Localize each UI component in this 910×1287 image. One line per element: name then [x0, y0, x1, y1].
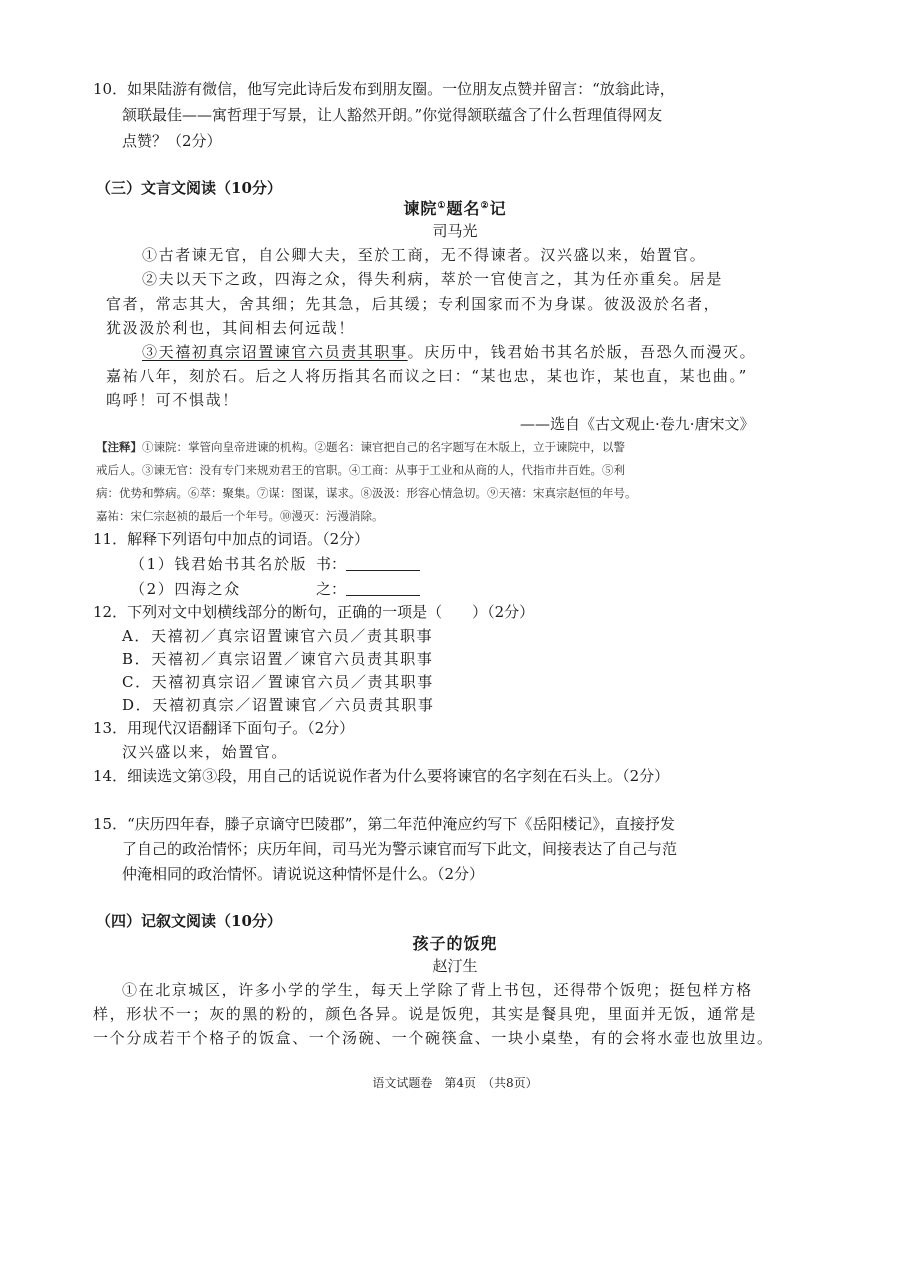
page-footer: 语文试题卷 第4页 （共8页） — [372, 1076, 538, 1090]
q14-stem: 14．细读选文第③段，用自己的话说说作者为什么要将谏官的名字刻在石头上。（2分） — [93, 767, 670, 785]
q12-option-d[interactable]: D．天禧初真宗／诏置谏官／六员责其职事 — [122, 696, 435, 714]
classical-source: ——选自《古文观止·卷九·唐宋文》 — [520, 415, 755, 433]
q11-word-2: 之： — [316, 580, 347, 598]
classical-para-2-line-1: ②夫以天下之政，四海之众，得失利病，萃於一官使言之，其为任亦重矣。居是 — [142, 270, 724, 288]
q13-stem: 13．用现代汉语翻译下面句子。（2分） — [93, 719, 355, 737]
q10-line-2: 颔联最佳——寓哲理于写景，让人豁然开朗。”你觉得颔联蕴含了什么哲理值得网友 — [122, 106, 663, 124]
title-note-1: ① — [437, 201, 447, 211]
classical-para-3-line-2: 嘉祐八年，刻於石。后之人将历指其名而议之曰：“某也忠，某也诈，某也直，某也曲。” — [106, 367, 748, 385]
annotation-line-4: 嘉祐：宋仁宗赵祯的最后一个年号。⑩漫灭：污漫消除。 — [96, 509, 384, 523]
q15-line-3: 仲淹相同的政治情怀。请说说这种情怀是什么。（2分） — [122, 865, 485, 883]
narrative-para-1-line-1: ①在北京城区，许多小学的学生，每天上学除了背上书包，还得带个饭兜；挺包样方格 — [122, 981, 753, 999]
classical-para-3-rest: 。庆历中，钱君始书其名於版，吾恐久而漫灭。 — [407, 343, 757, 361]
q12-option-a[interactable]: A．天禧初／真宗诏置谏官六员／责其职事 — [122, 627, 434, 645]
classical-para-2-line-3: 犹汲汲於利也，其间相去何远哉！ — [106, 319, 356, 337]
annotation-label: 【注释】 — [96, 440, 142, 454]
q11-item-1: （1）钱君始书其名於版 — [130, 555, 308, 573]
classical-para-3-line-3: 呜呼！可不惧哉！ — [106, 391, 239, 409]
classical-text-author: 司马光 — [432, 222, 478, 240]
q10-line-1: 10．如果陆游有微信，他写完此诗后发布到朋友圈。一位朋友点赞并留言：“放翁此诗， — [93, 80, 675, 98]
q12-stem: 12．下列对文中划横线部分的断句，正确的一项是（ ）（2分） — [93, 603, 535, 621]
q11-stem: 11．解释下列语句中加点的词语。（2分） — [93, 530, 370, 548]
narrative-para-1-line-2: 样，形状不一；灰的黑的粉的，颜色各异。说是饭兜，其实是餐具兜，里面并无饭，通常是 — [93, 1005, 758, 1023]
annotation-line-2: 戒后人。③谏无官：没有专门来规劝君王的官职。④工商：从事于工业和从商的人，代指市井百姓。⑤利 — [96, 463, 625, 477]
title-note-2: ② — [480, 201, 490, 211]
q11-blank-1[interactable] — [346, 556, 420, 571]
q12-option-c[interactable]: C．天禧初真宗诏／置谏官六员／责其职事 — [122, 673, 434, 691]
annotation-line-1: 【注释】①谏院：掌管向皇帝进谏的机构。②题名：谏官把自己的名字题写在木版上，立于谏院中，以警 — [96, 440, 625, 454]
narrative-author: 赵汀生 — [432, 957, 478, 975]
q11-word-1: 书： — [316, 555, 347, 573]
section-4-heading: （四）记叙文阅读（10分） — [96, 912, 282, 930]
q15-line-2: 了自己的政治情怀；庆历年间，司马光为警示谏官而写下此文，间接表达了自己与范 — [122, 840, 678, 858]
q11-item-1-answer — [316, 553, 420, 575]
q10-line-3: 点赞？（2分） — [122, 132, 222, 150]
classical-para-2-line-2: 官者，常志其大，舍其细；先其急，后其缓；专利国家而不为身谋。彼汲汲於名者， — [106, 295, 721, 313]
q11-blank-2[interactable] — [346, 581, 420, 596]
underlined-sentence: ③天禧初真宗诏置谏官六员责其职事 — [142, 343, 408, 361]
section-3-heading: （三）文言文阅读（10分） — [96, 179, 282, 197]
q11-item-2: （2）四海之众 — [130, 580, 241, 598]
classical-para-3-line-1 — [142, 341, 756, 363]
classical-para-1: ①古者谏无官，自公卿大夫，至於工商，无不得谏者。汉兴盛以来，始置官。 — [142, 246, 707, 264]
q13-sentence: 汉兴盛以来，始置官。 — [122, 743, 289, 761]
narrative-para-1-line-3: 一个分成若干个格子的饭盒、一个汤碗、一个碗筷盒、一块小桌垫，有的会将水壶也放里边。 — [93, 1029, 774, 1047]
q15-line-1: 15．“庆历四年春，滕子京谪守巴陵郡”，第二年范仲淹应约写下《岳阳楼记》，直接抒发 — [93, 815, 675, 833]
annotation-line-3: 病：优势和弊病。⑥萃：聚集。⑦谋：图谋，谋求。⑧汲汲：形容心情急切。⑨天禧：宋真宗赵恒的年号。 — [96, 486, 637, 500]
q11-item-2-answer — [316, 578, 420, 600]
narrative-title: 孩子的饭兜 — [412, 934, 498, 953]
classical-text-title: 谏院①题名②记 — [403, 199, 507, 218]
q12-option-b[interactable]: B．天禧初／真宗诏置／谏官六员责其职事 — [122, 650, 434, 668]
